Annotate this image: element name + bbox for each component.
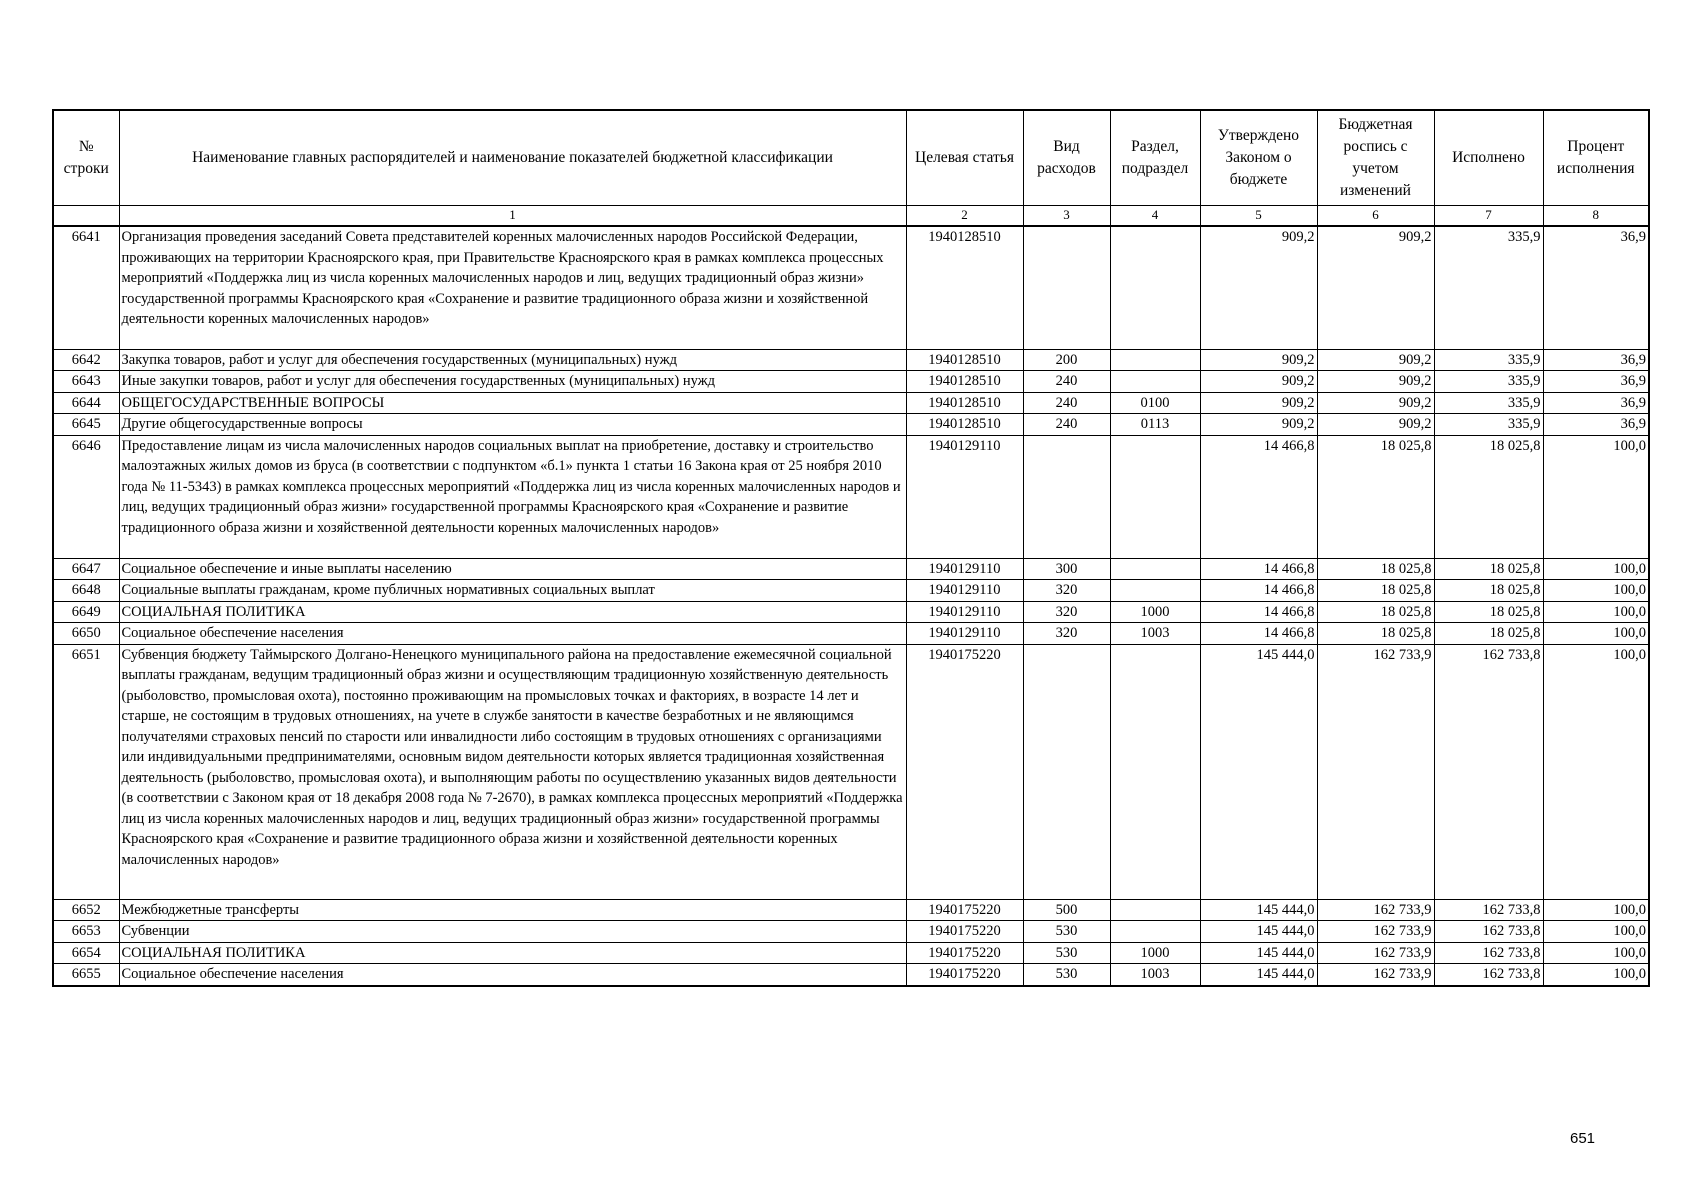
cell-expense-type: 300 (1023, 558, 1110, 580)
cell-row-number: 6642 (53, 349, 119, 371)
cell-percent: 100,0 (1543, 601, 1649, 623)
cell-name: ОБЩЕГОСУДАРСТВЕННЫЕ ВОПРОСЫ (119, 392, 906, 414)
column-number: 4 (1110, 206, 1200, 227)
header-expense-type: Вид расходов (1023, 110, 1110, 206)
cell-target-article: 1940175220 (906, 899, 1023, 921)
cell-expense-type: 320 (1023, 623, 1110, 645)
column-number: 2 (906, 206, 1023, 227)
cell-name: Предоставление лицам из числа малочисленных народов социальных выплат на приобретение, доставку и строительство малоэтажных жилых домов из бруса (в соответствии с подпунктом «б.1» пункта 1 статьи 16 Закона края от 25 ноября 2010 года № 11-5343) в рамках комплекса процессных мероприятий «Поддержка лиц из числа коренных малочисленных народов и лиц, ведущих традиционный образ жизни» государственной программы Красноярского края «Сохранение и развитие традиционного образа жизни и хозяйственной деятельности коренных малочисленных народов» (119, 435, 906, 558)
column-number: 7 (1434, 206, 1543, 227)
cell-budget-schedule: 162 733,9 (1317, 644, 1434, 899)
cell-executed: 18 025,8 (1434, 623, 1543, 645)
table-row (53, 942, 1649, 964)
header-name: Наименование главных распорядителей и наименование показателей бюджетной классификации (119, 110, 906, 206)
table-row (53, 964, 1649, 986)
cell-expense-type: 240 (1023, 371, 1110, 393)
cell-row-number: 6643 (53, 371, 119, 393)
cell-executed: 18 025,8 (1434, 580, 1543, 602)
cell-row-number: 6655 (53, 964, 119, 986)
column-number: 3 (1023, 206, 1110, 227)
header-approved: Утверждено Законом о бюджете (1200, 110, 1317, 206)
cell-name: Иные закупки товаров, работ и услуг для обеспечения государственных (муниципальных) нужд (119, 371, 906, 393)
cell-section: 1003 (1110, 964, 1200, 986)
cell-budget-schedule: 18 025,8 (1317, 601, 1434, 623)
cell-target-article: 1940175220 (906, 644, 1023, 899)
page-number: 651 (1570, 1130, 1596, 1147)
cell-approved: 145 444,0 (1200, 921, 1317, 943)
cell-executed: 335,9 (1434, 371, 1543, 393)
cell-expense-type (1023, 644, 1110, 899)
table-row (53, 392, 1649, 414)
cell-expense-type: 320 (1023, 580, 1110, 602)
cell-target-article: 1940128510 (906, 392, 1023, 414)
budget-table (52, 109, 1650, 987)
table-row (53, 371, 1649, 393)
cell-approved: 14 466,8 (1200, 580, 1317, 602)
cell-target-article: 1940129110 (906, 623, 1023, 645)
cell-percent: 100,0 (1543, 942, 1649, 964)
cell-section (1110, 226, 1200, 349)
header-executed: Исполнено (1434, 110, 1543, 206)
cell-name: Закупка товаров, работ и услуг для обеспечения государственных (муниципальных) нужд (119, 349, 906, 371)
cell-approved: 145 444,0 (1200, 899, 1317, 921)
cell-executed: 335,9 (1434, 414, 1543, 436)
cell-expense-type: 500 (1023, 899, 1110, 921)
cell-expense-type: 200 (1023, 349, 1110, 371)
cell-section (1110, 644, 1200, 899)
cell-row-number: 6648 (53, 580, 119, 602)
cell-row-number: 6649 (53, 601, 119, 623)
cell-approved: 14 466,8 (1200, 435, 1317, 558)
cell-section (1110, 580, 1200, 602)
cell-approved: 14 466,8 (1200, 558, 1317, 580)
cell-name: Другие общегосударственные вопросы (119, 414, 906, 436)
cell-name: Межбюджетные трансферты (119, 899, 906, 921)
cell-section: 0100 (1110, 392, 1200, 414)
cell-approved: 909,2 (1200, 392, 1317, 414)
table-row (53, 623, 1649, 645)
table-row (53, 921, 1649, 943)
cell-target-article: 1940129110 (906, 601, 1023, 623)
cell-approved: 145 444,0 (1200, 942, 1317, 964)
cell-executed: 335,9 (1434, 392, 1543, 414)
cell-budget-schedule: 18 025,8 (1317, 623, 1434, 645)
cell-expense-type: 530 (1023, 921, 1110, 943)
cell-executed: 162 733,8 (1434, 899, 1543, 921)
column-number: 5 (1200, 206, 1317, 227)
cell-section (1110, 349, 1200, 371)
cell-name: Организация проведения заседаний Совета представителей коренных малочисленных народов Российской Федерации, проживающих на территории Красноярского края, при Правительстве Красноярского края в рамках комплекса процессных мероприятий «Поддержка лиц из числа коренных малочисленных народов и лиц, ведущих традиционный образ жизни» государственной программы Красноярского края «Сохранение и развитие традиционного образа жизни и хозяйственной деятельности коренных малочисленных народов» (119, 226, 906, 349)
cell-approved: 909,2 (1200, 414, 1317, 436)
cell-approved: 145 444,0 (1200, 644, 1317, 899)
cell-target-article: 1940129110 (906, 435, 1023, 558)
cell-expense-type (1023, 226, 1110, 349)
cell-executed: 18 025,8 (1434, 435, 1543, 558)
table-row (53, 558, 1649, 580)
cell-budget-schedule: 909,2 (1317, 392, 1434, 414)
cell-target-article: 1940128510 (906, 349, 1023, 371)
table-row (53, 580, 1649, 602)
cell-target-article: 1940128510 (906, 226, 1023, 349)
cell-percent: 36,9 (1543, 414, 1649, 436)
cell-row-number: 6647 (53, 558, 119, 580)
cell-name: Социальное обеспечение и иные выплаты населению (119, 558, 906, 580)
cell-target-article: 1940129110 (906, 580, 1023, 602)
cell-percent: 36,9 (1543, 349, 1649, 371)
table-column-numbers-row (53, 206, 1649, 227)
cell-budget-schedule: 909,2 (1317, 226, 1434, 349)
cell-budget-schedule: 18 025,8 (1317, 435, 1434, 558)
cell-section (1110, 558, 1200, 580)
cell-budget-schedule: 162 733,9 (1317, 921, 1434, 943)
cell-target-article: 1940175220 (906, 964, 1023, 986)
cell-percent: 100,0 (1543, 899, 1649, 921)
cell-expense-type: 530 (1023, 942, 1110, 964)
cell-executed: 162 733,8 (1434, 921, 1543, 943)
cell-percent: 100,0 (1543, 644, 1649, 899)
cell-expense-type: 240 (1023, 414, 1110, 436)
cell-approved: 14 466,8 (1200, 623, 1317, 645)
cell-budget-schedule: 909,2 (1317, 349, 1434, 371)
table-body (53, 226, 1649, 986)
table-row (53, 226, 1649, 349)
cell-budget-schedule: 162 733,9 (1317, 964, 1434, 986)
cell-approved: 14 466,8 (1200, 601, 1317, 623)
cell-name: СОЦИАЛЬНАЯ ПОЛИТИКА (119, 601, 906, 623)
cell-expense-type: 320 (1023, 601, 1110, 623)
cell-budget-schedule: 162 733,9 (1317, 899, 1434, 921)
header-section: Раздел, подраздел (1110, 110, 1200, 206)
cell-section: 0113 (1110, 414, 1200, 436)
cell-row-number: 6652 (53, 899, 119, 921)
cell-section: 1003 (1110, 623, 1200, 645)
cell-percent: 100,0 (1543, 623, 1649, 645)
header-row-number: № строки (53, 110, 119, 206)
cell-name: Социальные выплаты гражданам, кроме публичных нормативных социальных выплат (119, 580, 906, 602)
cell-budget-schedule: 909,2 (1317, 414, 1434, 436)
column-number: 1 (119, 206, 906, 227)
table-row (53, 644, 1649, 899)
cell-row-number: 6641 (53, 226, 119, 349)
cell-expense-type: 240 (1023, 392, 1110, 414)
table-row (53, 601, 1649, 623)
cell-approved: 909,2 (1200, 371, 1317, 393)
cell-executed: 335,9 (1434, 349, 1543, 371)
column-number: 6 (1317, 206, 1434, 227)
cell-name: Субвенции (119, 921, 906, 943)
cell-approved: 909,2 (1200, 349, 1317, 371)
cell-section (1110, 899, 1200, 921)
cell-section (1110, 435, 1200, 558)
cell-expense-type (1023, 435, 1110, 558)
cell-section: 1000 (1110, 942, 1200, 964)
cell-executed: 18 025,8 (1434, 601, 1543, 623)
cell-row-number: 6645 (53, 414, 119, 436)
cell-executed: 162 733,8 (1434, 942, 1543, 964)
cell-budget-schedule: 162 733,9 (1317, 942, 1434, 964)
cell-percent: 36,9 (1543, 226, 1649, 349)
cell-target-article: 1940175220 (906, 921, 1023, 943)
cell-executed: 162 733,8 (1434, 964, 1543, 986)
cell-percent: 100,0 (1543, 921, 1649, 943)
cell-target-article: 1940128510 (906, 414, 1023, 436)
cell-percent: 100,0 (1543, 558, 1649, 580)
cell-percent: 36,9 (1543, 392, 1649, 414)
table-row (53, 414, 1649, 436)
cell-executed: 162 733,8 (1434, 644, 1543, 899)
cell-approved: 909,2 (1200, 226, 1317, 349)
cell-name: Субвенция бюджету Таймырского Долгано-Ненецкого муниципального района на предоставление ежемесячной социальной выплаты гражданам, ведущим традиционный образ жизни и осуществляющим традиционную хозяйственную деятельность (рыболовство, промысловая охота), постоянно проживающим на промысловых точках и факториях, в возрасте 14 лет и старше, не состоящим в трудовых отношениях, на учете в службе занятости в качестве безработных и не являющимся получателями страховых пенсий по старости или инвалидности либо состоящим в трудовых отношениях с организациями или индивидуальными предпринимателями, основным видом деятельности которых является традиционная хозяйственная деятельность (рыболовство, промысловая охота), и выполняющим работы по осуществлению указанных видов деятельности (в соответствии с Законом края от 18 декабря 2008 года № 7-2670), в рамках комплекса процессных мероприятий «Поддержка лиц из числа коренных малочисленных народов и лиц, ведущих традиционный образ жизни» государственной программы Красноярского края «Сохранение и развитие традиционного образа жизни и хозяйственной деятельности коренных малочисленных народов» (119, 644, 906, 899)
cell-row-number: 6644 (53, 392, 119, 414)
table-row (53, 899, 1649, 921)
cell-row-number: 6650 (53, 623, 119, 645)
cell-name: Социальное обеспечение населения (119, 964, 906, 986)
cell-percent: 100,0 (1543, 964, 1649, 986)
cell-budget-schedule: 18 025,8 (1317, 558, 1434, 580)
cell-row-number: 6646 (53, 435, 119, 558)
column-number (53, 206, 119, 227)
cell-section: 1000 (1110, 601, 1200, 623)
cell-row-number: 6651 (53, 644, 119, 899)
cell-percent: 36,9 (1543, 371, 1649, 393)
cell-percent: 100,0 (1543, 580, 1649, 602)
table-header-row (53, 110, 1649, 206)
column-number: 8 (1543, 206, 1649, 227)
cell-target-article: 1940128510 (906, 371, 1023, 393)
header-budget-schedule: Бюджетная роспись с учетом изменений (1317, 110, 1434, 206)
cell-budget-schedule: 909,2 (1317, 371, 1434, 393)
cell-row-number: 6654 (53, 942, 119, 964)
cell-approved: 145 444,0 (1200, 964, 1317, 986)
cell-percent: 100,0 (1543, 435, 1649, 558)
cell-name: СОЦИАЛЬНАЯ ПОЛИТИКА (119, 942, 906, 964)
cell-section (1110, 371, 1200, 393)
cell-name: Социальное обеспечение населения (119, 623, 906, 645)
cell-target-article: 1940175220 (906, 942, 1023, 964)
cell-section (1110, 921, 1200, 943)
cell-target-article: 1940129110 (906, 558, 1023, 580)
cell-executed: 335,9 (1434, 226, 1543, 349)
table-row (53, 349, 1649, 371)
cell-budget-schedule: 18 025,8 (1317, 580, 1434, 602)
cell-executed: 18 025,8 (1434, 558, 1543, 580)
header-target-article: Целевая статья (906, 110, 1023, 206)
cell-row-number: 6653 (53, 921, 119, 943)
table-row (53, 435, 1649, 558)
cell-expense-type: 530 (1023, 964, 1110, 986)
header-percent: Процент исполнения (1543, 110, 1649, 206)
